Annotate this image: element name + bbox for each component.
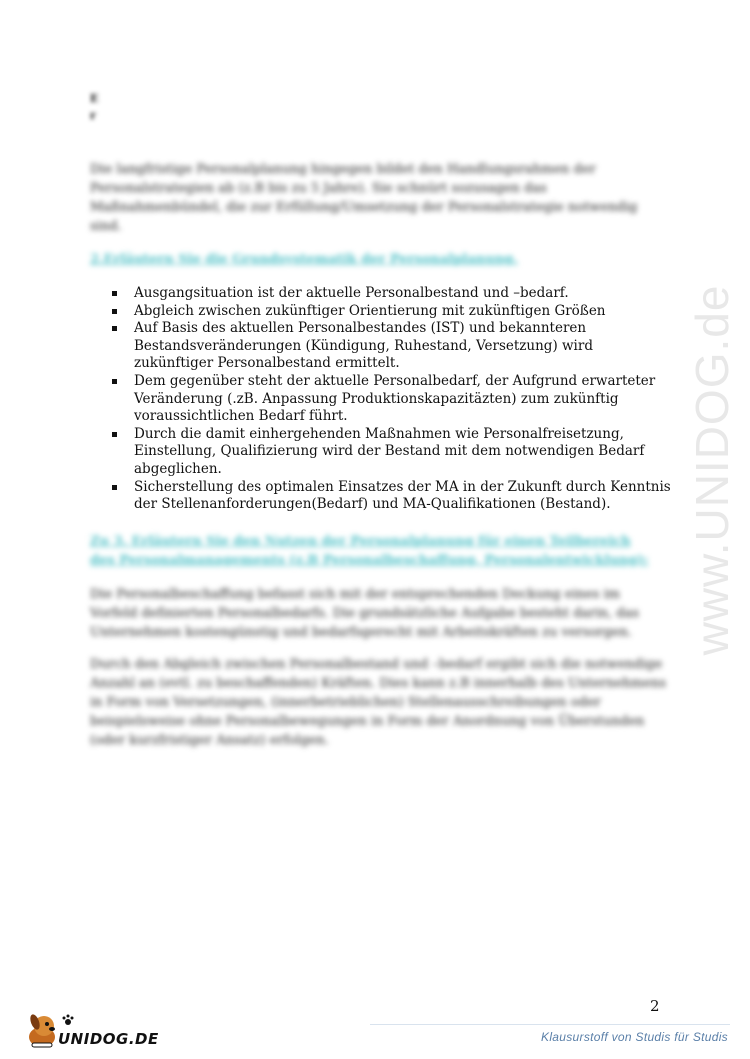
bullet-item [112,285,672,303]
bullet-item [112,303,672,321]
bullet-square-icon [112,291,117,296]
footer-divider [370,1024,730,1025]
bullet-list [112,285,672,514]
section-heading-3: Zu 3. Erläutern Sie den Nutzen der Personalplanung für einen Teilbereich des Personalmanagements (z.B Personalbeschaffung, Personalentwicklung): [90,534,649,568]
bullet-item [112,373,672,426]
bullet-square-icon [112,432,117,437]
bullet-text: Auf Basis des aktuellen Personalbestandes (IST) und bekannteren Bestandsveränderungen (Kündigung, Ruhestand, Versetzung) wird zukünftiger Personalbestand ermittelt. [134,320,593,372]
intro-paragraph: Die langfristige Personalplanung hingegen bildet den Handlungsrahmen der Personalstrategien ab (z.B bis zu 5 Jahre). Sie schnürt sozusagen das Maßnahmenbündel, die zur Erfüllung/Umsetzung der Personalstrategie notwendig sind. [90,162,638,234]
footer-tagline: Klausurstoff von Studis für Studis [541,1030,728,1044]
paragraph-abgleich: Durch den Abgleich zwischen Personalbestand und –bedarf ergibt sich die notwendige Anzahl an (evtl. zu beschaffenden) Kräften. Dies kann z.B innerhalb des Unternehmens in Form von Versetzungen, (innerbetrieblichen) Stellenausschreibungen oder beispielsweise ohne Personalbewegungen in Form der Anordnung von Überstunden (oder kurzfristiger Ansatz) erfolgen. [90,657,666,748]
bullet-text: Ausgangsituation ist der aktuelle Personalbestand und –bedarf. [134,285,569,301]
bullet-square-icon [112,379,117,384]
bullet-text: Abgleich zwischen zukünftiger Orientierung mit zukünftigen Größen [134,302,606,319]
paw-icon [62,1014,74,1026]
page-number: 2 [650,997,660,1015]
unidog-logo [22,1010,162,1050]
section-heading-2: 2.Erläutern Sie die Grundsystematik der Personalplanung. [90,252,518,267]
paragraph-personalbeschaffung: Die Personalbeschaffung befasst sich mit der entsprechenden Deckung eines im Vorfeld definierten Personalbedarfs. Die grundsätzliche Aufgabe besteht darin, das Unternehmen kostengünstig und bedarfsgerecht mit Arbeitskräften zu versorgen. [90,587,640,640]
bullet-square-icon [112,485,117,490]
dog-mascot-icon [22,1010,62,1050]
stray-letter-bottom: r [90,109,96,122]
bullet-item [112,320,672,373]
bullet-item [112,426,672,479]
bullet-square-icon [112,309,117,314]
bullet-square-icon [112,326,117,331]
bullet-text: Sicherstellung des optimalen Einsatzes der MA in der Zukunft durch Kenntnis der Stellenanforderungen(Bedarf) und MA-Qualifikationen (Bestand). [134,478,671,513]
watermark-text: www.UNIDOG.de [686,284,738,656]
bullet-text: Durch die damit einhergehenden Maßnahmen wie Personalfreisetzung, Einstellung, Qualifizierung wird der Bestand mit dem notwendigen Bedarf abgeglichen. [134,425,645,477]
bullet-text: Dem gegenüber steht der aktuelle Personalbedarf, der Aufgrund erwarteter Veränderung (.zB. Anpassung Produktionskapazitäzten) zum zukünftig voraussichtlichen Bedarf führt. [134,372,656,425]
bullet-item [112,479,672,514]
logo-text: UNIDOG.DE [58,1030,159,1048]
stray-letter-top: E [90,92,99,105]
